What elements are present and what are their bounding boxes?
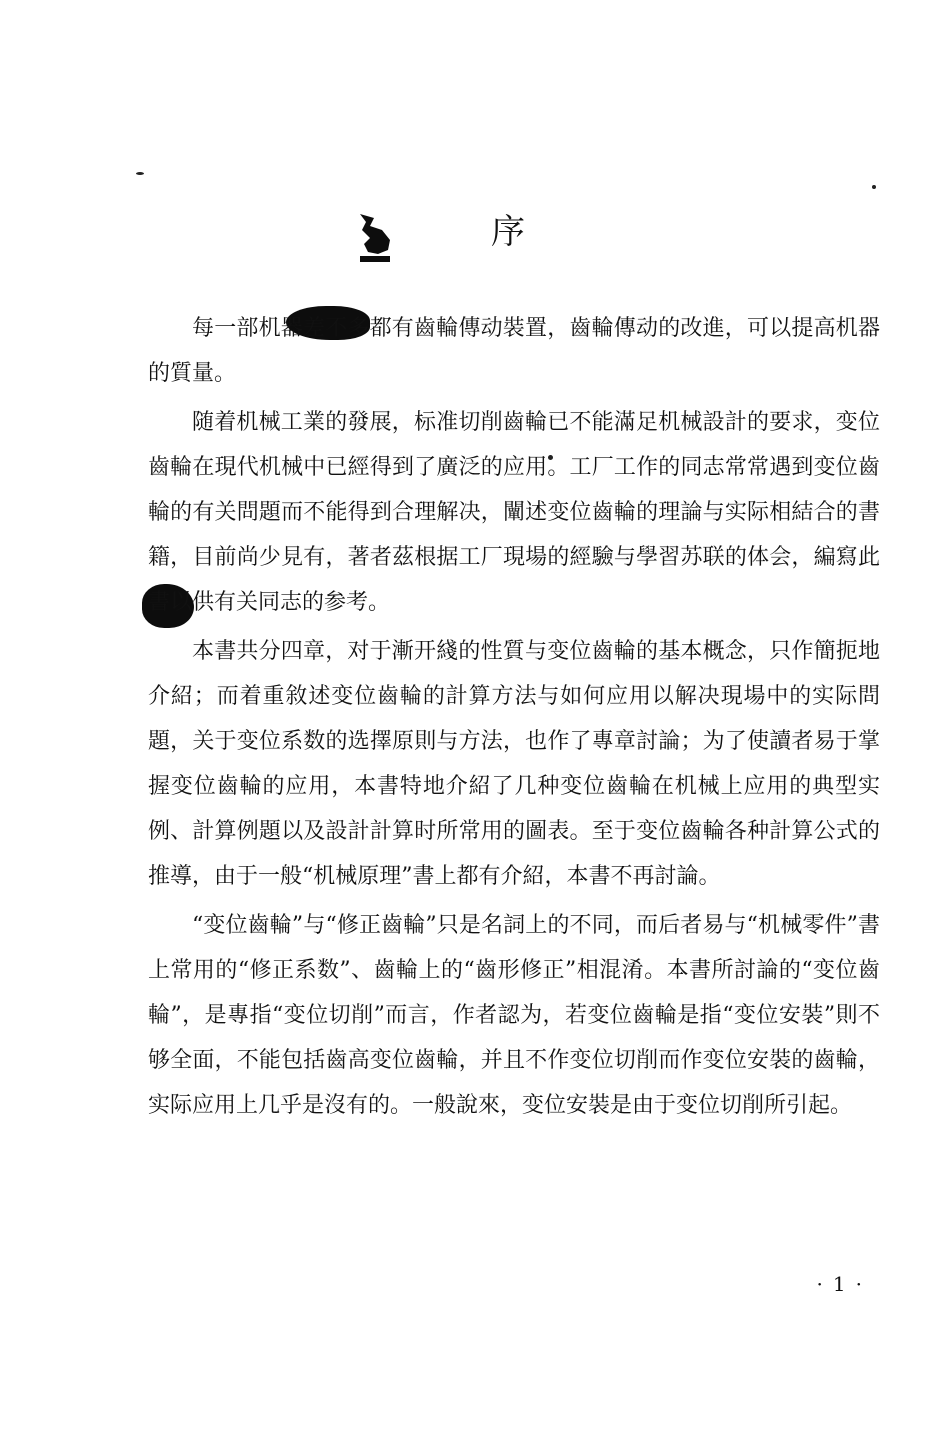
paragraph: 每一部机器差不多都有齒輪傳动裝置，齒輪傳动的改進，可以提高机器的質量。 [148, 316, 880, 386]
ink-blot-icon [358, 212, 392, 264]
paragraph: 随着机械工業的發展，标准切削齒輪已不能滿足机械設計的要求，变位齒輪在現代机械中已經得到了廣泛的应用。工厂工作的同志常常遇到变位齒輪的有关問題而不能得到合理解决，闡述变位齒輪的理論与实际相結合的書籍，目前尚少見有，著者茲根据工厂現場的經驗与學習苏联的体会，編寫此書以供有关同志的参考。 [148, 410, 880, 615]
page-number: ·1· [816, 1272, 872, 1296]
paragraph: “变位齒輪”与“修正齒輪”只是名詞上的不同，而后者易与“机械零件”書上常用的“修正系数”、齒輪上的“齒形修正”相混淆。本書所討論的“变位齒輪”，是專指“变位切削”而言，作者認为，若变位齒輪是指“变位安裝”則不够全面，不能包括齒高变位齒輪，并且不作变位切削而作变位安裝的齒輪，实际应用上几乎是沒有的。一般說來，变位安裝是由于变位切削所引起。 [148, 913, 880, 1118]
speck-icon [136, 172, 144, 175]
speck-icon [872, 185, 876, 189]
page-title: 序 [491, 212, 525, 252]
paragraph: 本書共分四章，对于漸开綫的性質与变位齒輪的基本概念，只作簡扼地介紹；而着重敘述变位齒輪的計算方法与如何应用以解决現場中的实际問題，关于变位系数的选擇原則与方法，也作了專章討論；为了使讀者易于掌握变位齒輪的应用，本書特地介紹了几种变位齒輪在机械上应用的典型实例、計算例題以及設計計算时所常用的圖表。至于变位齒輪各种計算公式的推導，由于一般“机械原理”書上都有介紹，本書不再討論。 [148, 639, 880, 889]
preface-body [148, 306, 880, 1132]
